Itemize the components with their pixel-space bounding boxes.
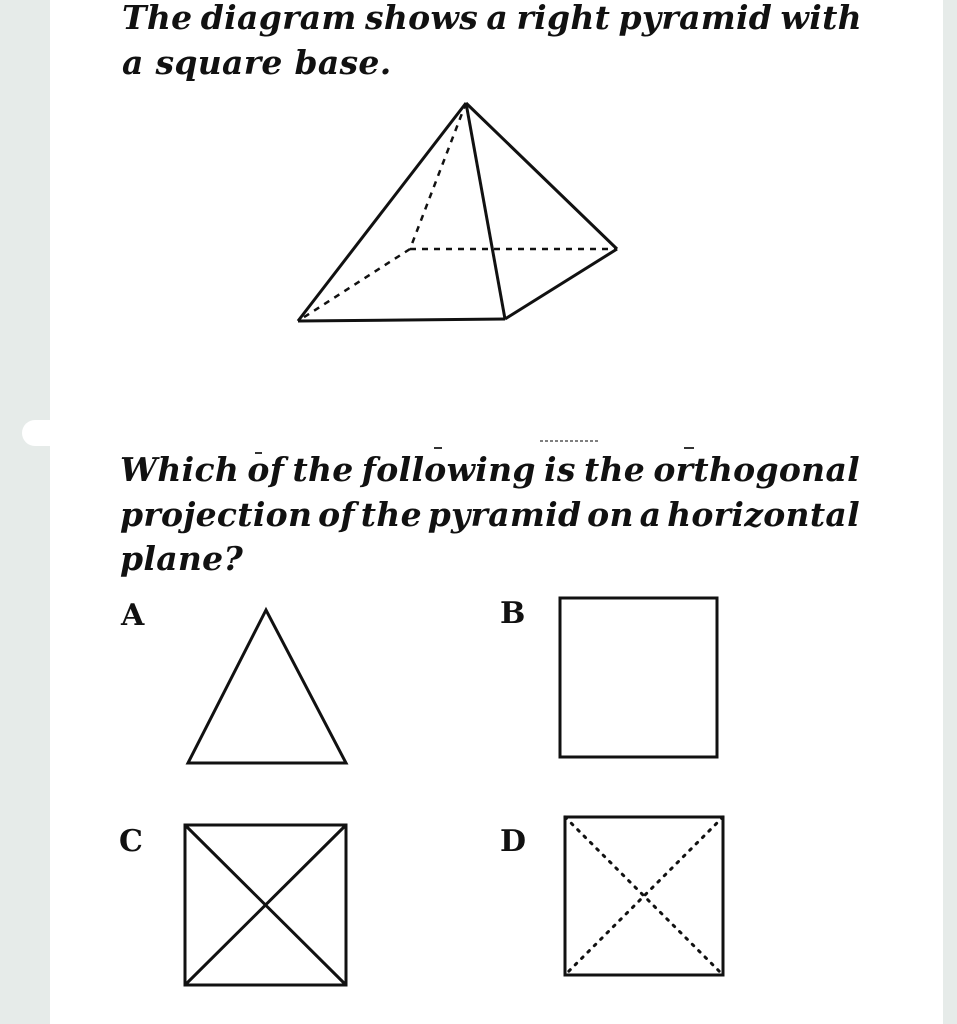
word: is — [544, 450, 576, 489]
word: the — [583, 450, 646, 489]
word: right — [516, 0, 611, 37]
word: of — [318, 494, 355, 534]
option-d-label[interactable]: D — [500, 824, 527, 859]
word: following — [361, 450, 536, 489]
word: Which — [120, 450, 240, 489]
word: a — [486, 0, 509, 37]
word: diagram — [200, 0, 357, 37]
word: pyramid — [618, 0, 773, 37]
word: orthogonal — [653, 450, 860, 489]
option-a-label[interactable]: A — [121, 598, 145, 633]
option-c-label[interactable]: C — [119, 824, 143, 859]
word: The — [122, 0, 193, 37]
option-b-label[interactable]: B — [500, 596, 526, 631]
word: shows — [365, 0, 479, 37]
prompt-line-3: plane? — [120, 539, 244, 579]
word: the — [292, 450, 354, 489]
stem-line-2: a square base. — [122, 42, 392, 82]
word: with — [780, 0, 862, 37]
word: the — [360, 494, 422, 534]
word: a — [639, 494, 662, 534]
word: projection — [120, 494, 313, 534]
word: on — [587, 494, 634, 534]
word: of — [247, 450, 285, 489]
word: horizontal — [667, 494, 860, 534]
word: pyramid — [427, 494, 582, 534]
